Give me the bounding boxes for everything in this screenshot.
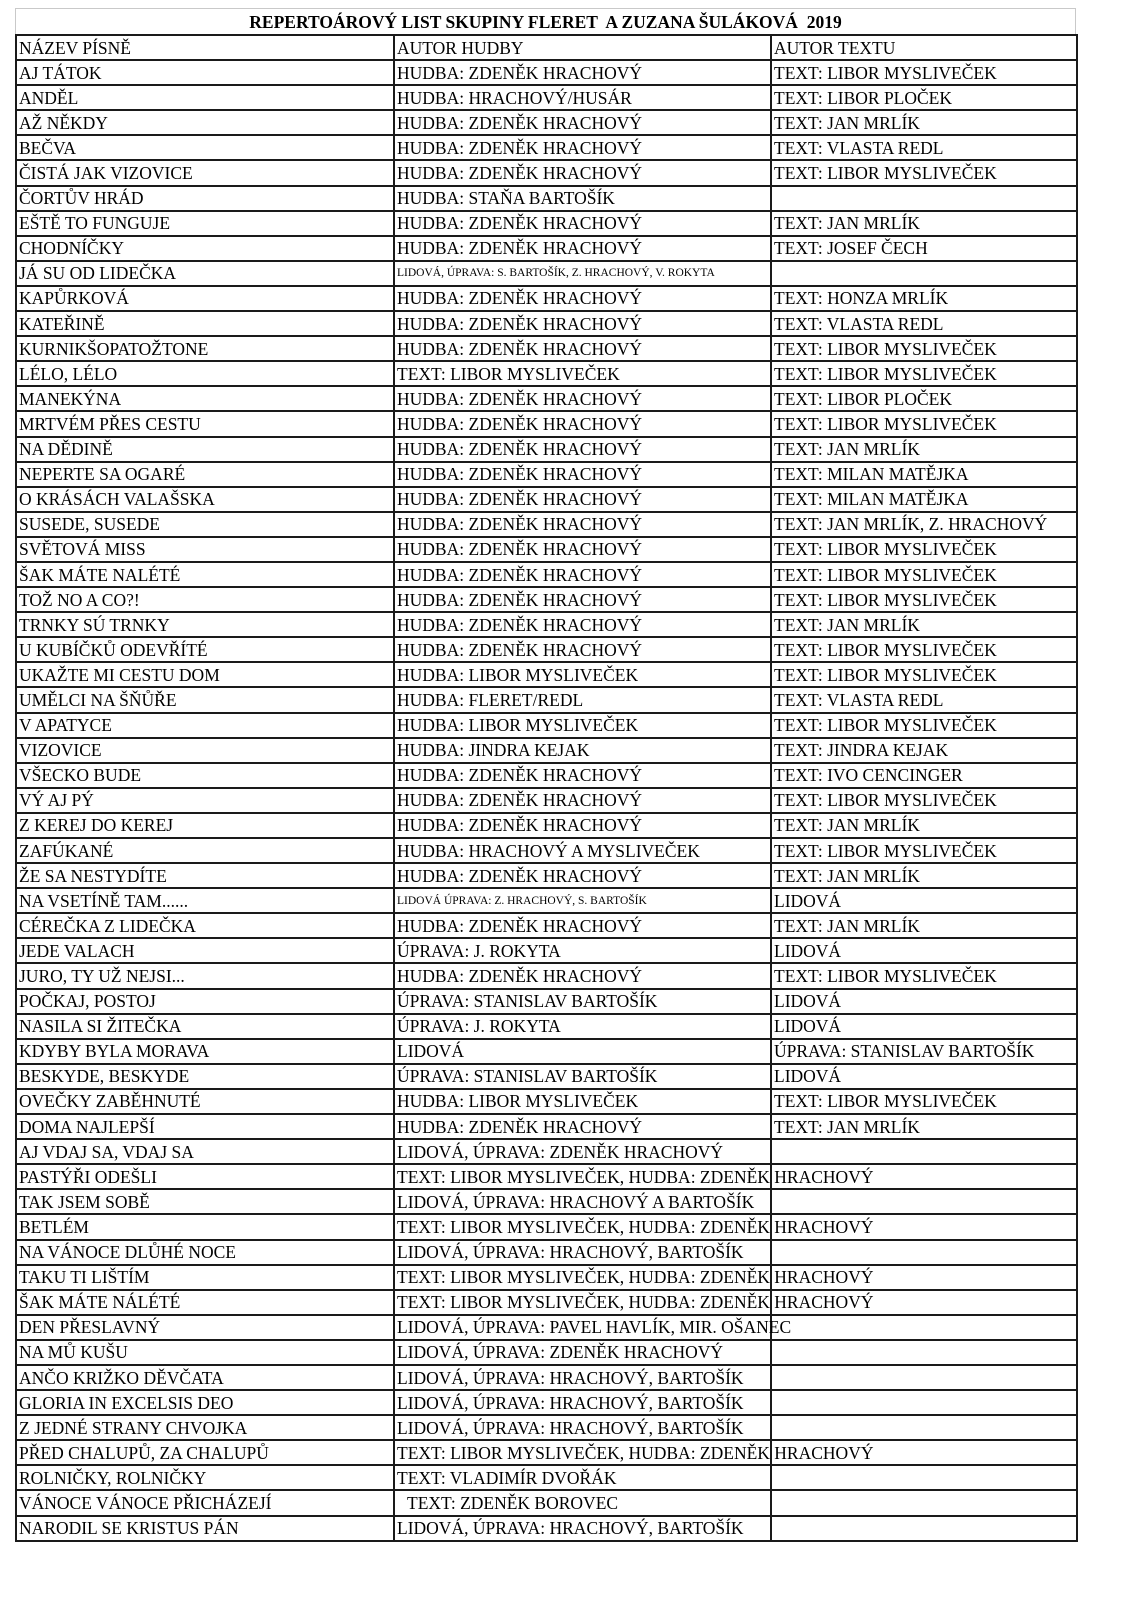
music-author-text: HUDBA: ZDENĚK HRACHOVÝ — [397, 966, 642, 987]
music-author-text: LIDOVÁ ÚPRAVA: Z. HRACHOVÝ, S. BARTOŠÍK — [397, 894, 647, 907]
music-author-text: LIDOVÁ, ÚPRAVA: HRACHOVÝ A BARTOŠÍK — [397, 1191, 755, 1212]
lyrics-author-cell: LIDOVÁ — [771, 1064, 1077, 1089]
table-row — [16, 437, 1077, 462]
music-author-text: LIDOVÁ, ÚPRAVA: S. BARTOŠÍK, Z. HRACHOVÝ, V. ROKYTA — [397, 267, 715, 280]
music-author-text: HUDBA: ZDENĚK HRACHOVÝ — [397, 288, 642, 309]
music-author-cell — [394, 1390, 771, 1415]
music-author-text: HUDBA: ZDENĚK HRACHOVÝ — [397, 514, 642, 535]
lyrics-author-cell: TEXT: LIBOR MYSLIVEČEK — [771, 1089, 1077, 1114]
music-author-cell — [394, 1415, 771, 1440]
table-row — [16, 1290, 1077, 1315]
song-title-cell: JURO, TY UŽ NEJSI... — [16, 963, 394, 988]
lyrics-author-cell: TEXT: MILAN MATĚJKA — [771, 462, 1077, 487]
lyrics-author-cell: TEXT: LIBOR MYSLIVEČEK — [771, 160, 1077, 185]
song-title-cell: V APATYCE — [16, 713, 394, 738]
song-title-cell: VŠECKO BUDE — [16, 763, 394, 788]
music-author-cell — [394, 487, 771, 512]
song-title-cell: KURNIKŠOPATOŽTONE — [16, 336, 394, 361]
table-row — [16, 587, 1077, 612]
song-title-cell: JÁ SU OD LIDEČKA — [16, 261, 394, 286]
song-title-cell: O KRÁSÁCH VALAŠSKA — [16, 487, 394, 512]
music-author-text: HUDBA: ZDENĚK HRACHOVÝ — [397, 464, 642, 485]
music-author-cell — [394, 838, 771, 863]
song-title-cell: CÉREČKA Z LIDEČKA — [16, 913, 394, 938]
song-title-cell: BEČVA — [16, 135, 394, 160]
music-author-cell — [394, 687, 771, 712]
music-author-cell — [394, 1014, 771, 1039]
song-title-cell: BETLÉM — [16, 1214, 394, 1239]
music-author-cell — [394, 738, 771, 763]
song-title-cell: KDYBY BYLA MORAVA — [16, 1039, 394, 1064]
table-row — [16, 1039, 1077, 1064]
music-author-cell — [394, 1214, 874, 1239]
lyrics-author-cell — [771, 1490, 1077, 1515]
lyrics-author-cell: TEXT: VLASTA REDL — [771, 687, 1077, 712]
table-row — [16, 963, 1077, 988]
song-title-cell: AJ VDAJ SA, VDAJ SA — [16, 1139, 394, 1164]
lyrics-author-cell — [771, 1516, 1077, 1541]
song-title-cell: TOŽ NO A CO?! — [16, 587, 394, 612]
song-title-cell: CHODNÍČKY — [16, 236, 394, 261]
music-author-text: HUDBA: ZDENĚK HRACHOVÝ — [397, 439, 642, 460]
table-row — [16, 386, 1077, 411]
table-row — [16, 1265, 1077, 1290]
table-row — [16, 1440, 1077, 1465]
song-title-cell: ANDĚL — [16, 85, 394, 110]
table-row — [16, 211, 1077, 236]
lyrics-author-cell: TEXT: JOSEF ČECH — [771, 236, 1077, 261]
table-row — [16, 713, 1077, 738]
music-author-cell — [394, 1315, 792, 1340]
lyrics-author-cell: TEXT: LIBOR MYSLIVEČEK — [771, 838, 1077, 863]
music-author-cell — [394, 462, 771, 487]
music-author-text: LIDOVÁ, ÚPRAVA: HRACHOVÝ, BARTOŠÍK — [397, 1518, 744, 1539]
music-author-cell — [394, 160, 771, 185]
table-row — [16, 160, 1077, 185]
music-author-cell — [394, 1164, 874, 1189]
table-row — [16, 512, 1077, 537]
song-title-cell: VÝ AJ PÝ — [16, 788, 394, 813]
song-title-cell: SVĚTOVÁ MISS — [16, 537, 394, 562]
table-row — [16, 1089, 1077, 1114]
music-author-cell — [394, 186, 771, 211]
table-row — [16, 1315, 1077, 1340]
lyrics-author-cell — [771, 1390, 1077, 1415]
song-title-cell: NA MŮ KUŠU — [16, 1340, 394, 1365]
music-author-text: HUDBA: ZDENĚK HRACHOVÝ — [397, 815, 642, 836]
music-author-cell — [394, 1240, 771, 1265]
song-title-cell: ANČO KRIŽKO DĚVČATA — [16, 1365, 394, 1390]
music-author-cell — [394, 938, 771, 963]
lyrics-author-cell: TEXT: LIBOR MYSLIVEČEK — [771, 587, 1077, 612]
table-row — [16, 537, 1077, 562]
music-author-cell — [394, 1089, 771, 1114]
song-title-cell: VIZOVICE — [16, 738, 394, 763]
song-title-cell: GLORIA IN EXCELSIS DEO — [16, 1390, 394, 1415]
music-author-text: HUDBA: ZDENĚK HRACHOVÝ — [397, 213, 642, 234]
lyrics-author-cell — [771, 1340, 1077, 1365]
music-author-text: HUDBA: LIBOR MYSLIVEČEK — [397, 715, 639, 736]
music-author-text: HUDBA: ZDENĚK HRACHOVÝ — [397, 1116, 642, 1137]
music-author-text: HUDBA: ZDENĚK HRACHOVÝ — [397, 388, 642, 409]
music-author-text: TEXT: LIBOR MYSLIVEČEK, HUDBA: ZDENĚK HRACHOVÝ — [397, 1216, 874, 1237]
song-title-cell: NASILA SI ŽITEČKA — [16, 1014, 394, 1039]
music-author-text: LIDOVÁ, ÚPRAVA: ZDENĚK HRACHOVÝ — [397, 1141, 724, 1162]
lyrics-author-cell: TEXT: LIBOR MYSLIVEČEK — [771, 713, 1077, 738]
music-author-cell — [394, 512, 771, 537]
table-row — [16, 336, 1077, 361]
music-author-cell — [394, 1465, 771, 1490]
song-title-cell: U KUBÍČKŮ ODEVŘÍTÉ — [16, 637, 394, 662]
table-row — [16, 1415, 1077, 1440]
music-author-cell — [394, 1189, 771, 1214]
lyrics-author-cell: TEXT: LIBOR MYSLIVEČEK — [771, 662, 1077, 687]
song-title-cell: OVEČKY ZABĚHNUTÉ — [16, 1089, 394, 1114]
lyrics-author-cell: TEXT: LIBOR MYSLIVEČEK — [771, 336, 1077, 361]
music-author-text: TEXT: LIBOR MYSLIVEČEK, HUDBA: ZDENĚK HRACHOVÝ — [397, 1267, 874, 1288]
table-row — [16, 888, 1077, 913]
music-author-text: HUDBA: ZDENĚK HRACHOVÝ — [397, 112, 642, 133]
music-author-cell — [394, 913, 771, 938]
lyrics-author-cell: TEXT: JAN MRLÍK — [771, 612, 1077, 637]
table-row — [16, 462, 1077, 487]
music-author-text: ÚPRAVA: STANISLAV BARTOŠÍK — [397, 991, 658, 1012]
table-row — [16, 687, 1077, 712]
music-author-cell — [394, 1340, 771, 1365]
music-author-text: LIDOVÁ, ÚPRAVA: HRACHOVÝ, BARTOŠÍK — [397, 1417, 744, 1438]
song-title-cell: ŠAK MÁTE NÁLÉTÉ — [16, 1290, 394, 1315]
lyrics-author-cell: LIDOVÁ — [771, 888, 1077, 913]
lyrics-author-cell: TEXT: JAN MRLÍK — [771, 863, 1077, 888]
table-row — [16, 838, 1077, 863]
song-title-cell: EŠTĚ TO FUNGUJE — [16, 211, 394, 236]
header-music-author: AUTOR HUDBY — [394, 35, 771, 60]
table-row — [16, 60, 1077, 85]
table-header-row — [16, 35, 1077, 60]
song-title-cell: PASTÝŘI ODEŠLI — [16, 1164, 394, 1189]
lyrics-author-cell: TEXT: JAN MRLÍK — [771, 913, 1077, 938]
music-author-cell — [394, 637, 771, 662]
table-row — [16, 110, 1077, 135]
music-author-cell — [394, 1139, 771, 1164]
music-author-text: HUDBA: HRACHOVÝ/HUSÁR — [397, 87, 632, 108]
table-row — [16, 763, 1077, 788]
music-author-text: HUDBA: FLERET/REDL — [397, 689, 584, 710]
music-author-text: HUDBA: JINDRA KEJAK — [397, 740, 590, 761]
lyrics-author-cell: TEXT: VLASTA REDL — [771, 311, 1077, 336]
lyrics-author-cell: TEXT: JAN MRLÍK — [771, 813, 1077, 838]
song-title-cell: ŠAK MÁTE NALÉTÉ — [16, 562, 394, 587]
music-author-cell — [394, 1039, 771, 1064]
document-title: REPERTOÁROVÝ LIST SKUPINY FLERET A ZUZANA ŠULÁKOVÁ 2019 — [15, 8, 1076, 34]
music-author-cell — [394, 85, 771, 110]
song-title-cell: TAK JSEM SOBĚ — [16, 1189, 394, 1214]
music-author-text: ÚPRAVA: J. ROKYTA — [397, 1016, 561, 1037]
music-author-cell — [394, 562, 771, 587]
table-row — [16, 135, 1077, 160]
lyrics-author-cell: TEXT: JAN MRLÍK — [771, 437, 1077, 462]
table-row — [16, 236, 1077, 261]
music-author-text: HUDBA: ZDENĚK HRACHOVÝ — [397, 915, 642, 936]
table-row — [16, 487, 1077, 512]
table-row — [16, 738, 1077, 763]
lyrics-author-cell: TEXT: JAN MRLÍK — [771, 1114, 1077, 1139]
music-author-text: HUDBA: ZDENĚK HRACHOVÝ — [397, 163, 642, 184]
lyrics-author-cell — [771, 261, 1077, 286]
lyrics-author-cell — [771, 1139, 1077, 1164]
music-author-cell — [394, 1265, 874, 1290]
song-title-cell: UKAŽTE MI CESTU DOM — [16, 662, 394, 687]
lyrics-author-cell: LIDOVÁ — [771, 1014, 1077, 1039]
music-author-cell — [394, 135, 771, 160]
music-author-text: HUDBA: HRACHOVÝ A MYSLIVEČEK — [397, 840, 700, 861]
lyrics-author-cell: LIDOVÁ — [771, 989, 1077, 1014]
music-author-cell — [394, 763, 771, 788]
lyrics-author-cell: TEXT: JINDRA KEJAK — [771, 738, 1077, 763]
table-row — [16, 1365, 1077, 1390]
table-row — [16, 361, 1077, 386]
music-author-cell — [394, 863, 771, 888]
table-row — [16, 813, 1077, 838]
lyrics-author-cell: LIDOVÁ — [771, 938, 1077, 963]
music-author-text: ÚPRAVA: J. ROKYTA — [397, 940, 561, 961]
music-author-text: HUDBA: ZDENĚK HRACHOVÝ — [397, 238, 642, 259]
repertoire-table — [15, 34, 1078, 1542]
music-author-text: LIDOVÁ, ÚPRAVA: ZDENĚK HRACHOVÝ — [397, 1342, 724, 1363]
music-author-text: HUDBA: ZDENĚK HRACHOVÝ — [397, 639, 642, 660]
music-author-cell — [394, 311, 771, 336]
music-author-text: HUDBA: ZDENĚK HRACHOVÝ — [397, 313, 642, 334]
table-row — [16, 311, 1077, 336]
song-title-cell: ČORTŮV HRÁD — [16, 186, 394, 211]
table-row — [16, 85, 1077, 110]
table-row — [16, 286, 1077, 311]
music-author-cell — [394, 989, 771, 1014]
music-author-cell — [394, 60, 771, 85]
song-title-cell: Z KEREJ DO KEREJ — [16, 813, 394, 838]
lyrics-author-cell: TEXT: JAN MRLÍK, Z. HRACHOVÝ — [771, 512, 1077, 537]
music-author-cell — [394, 286, 771, 311]
song-title-cell: ŽE SA NESTYDÍTE — [16, 863, 394, 888]
music-author-cell — [394, 1290, 874, 1315]
music-author-text: HUDBA: ZDENĚK HRACHOVÝ — [397, 489, 642, 510]
music-author-text: HUDBA: ZDENĚK HRACHOVÝ — [397, 614, 642, 635]
music-author-text: HUDBA: ZDENĚK HRACHOVÝ — [397, 564, 642, 585]
music-author-cell — [394, 587, 771, 612]
lyrics-author-cell: TEXT: JAN MRLÍK — [771, 110, 1077, 135]
table-row — [16, 989, 1077, 1014]
music-author-cell — [394, 1114, 771, 1139]
music-author-cell — [394, 110, 771, 135]
music-author-text: HUDBA: ZDENĚK HRACHOVÝ — [397, 865, 642, 886]
music-author-cell — [394, 888, 771, 913]
table-row — [16, 1164, 1077, 1189]
song-title-cell: MANEKÝNA — [16, 386, 394, 411]
music-author-cell — [394, 813, 771, 838]
table-row — [16, 1516, 1077, 1541]
music-author-cell — [394, 361, 771, 386]
song-title-cell: NARODIL SE KRISTUS PÁN — [16, 1516, 394, 1541]
table-row — [16, 1340, 1077, 1365]
song-title-cell: JEDE VALACH — [16, 938, 394, 963]
lyrics-author-cell: ÚPRAVA: STANISLAV BARTOŠÍK — [771, 1039, 1077, 1064]
table-row — [16, 1114, 1077, 1139]
lyrics-author-cell — [771, 1315, 1077, 1340]
music-author-text: HUDBA: ZDENĚK HRACHOVÝ — [397, 589, 642, 610]
song-title-cell: UMĚLCI NA ŠŇŮŘE — [16, 687, 394, 712]
song-title-cell: KATEŘINĚ — [16, 311, 394, 336]
music-author-text: HUDBA: ZDENĚK HRACHOVÝ — [397, 62, 642, 83]
music-author-text: HUDBA: ZDENĚK HRACHOVÝ — [397, 790, 642, 811]
lyrics-author-cell: TEXT: VLASTA REDL — [771, 135, 1077, 160]
music-author-text: LIDOVÁ, ÚPRAVA: PAVEL HAVLÍK, MIR. OŠANEC — [397, 1317, 792, 1338]
table-row — [16, 913, 1077, 938]
music-author-text: HUDBA: STAŇA BARTOŠÍK — [397, 188, 615, 209]
lyrics-author-cell: TEXT: MILAN MATĚJKA — [771, 487, 1077, 512]
table-row — [16, 1465, 1077, 1490]
table-row — [16, 1189, 1077, 1214]
song-title-cell: NA VÁNOCE DLŮHÉ NOCE — [16, 1240, 394, 1265]
song-title-cell: NA DĚDINĚ — [16, 437, 394, 462]
song-title-cell: Z JEDNÉ STRANY CHVOJKA — [16, 1415, 394, 1440]
table-row — [16, 1214, 1077, 1239]
song-title-cell: DOMA NAJLEPŠÍ — [16, 1114, 394, 1139]
header-song-title: NÁZEV PÍSNĚ — [16, 35, 394, 60]
music-author-cell — [394, 236, 771, 261]
music-author-cell — [394, 963, 771, 988]
song-title-cell: KAPŮRKOVÁ — [16, 286, 394, 311]
lyrics-author-cell — [771, 186, 1077, 211]
repertoire-sheet — [15, 8, 1076, 1542]
song-title-cell: AŽ NĚKDY — [16, 110, 394, 135]
table-row — [16, 662, 1077, 687]
lyrics-author-cell: TEXT: JAN MRLÍK — [771, 211, 1077, 236]
music-author-text: HUDBA: ZDENĚK HRACHOVÝ — [397, 137, 642, 158]
music-author-text: LIDOVÁ, ÚPRAVA: HRACHOVÝ, BARTOŠÍK — [397, 1392, 744, 1413]
table-row — [16, 1139, 1077, 1164]
music-author-text: HUDBA: LIBOR MYSLIVEČEK — [397, 1091, 639, 1112]
music-author-cell — [394, 612, 771, 637]
song-title-cell: ČISTÁ JAK VIZOVICE — [16, 160, 394, 185]
table-row — [16, 1064, 1077, 1089]
music-author-cell — [394, 1490, 771, 1515]
music-author-cell — [394, 1064, 771, 1089]
music-author-text: TEXT: LIBOR MYSLIVEČEK, HUDBA: ZDENĚK HRACHOVÝ — [397, 1442, 874, 1463]
music-author-cell — [394, 386, 771, 411]
music-author-cell — [394, 537, 771, 562]
table-row — [16, 411, 1077, 436]
music-author-text: TEXT: ZDENĚK BOROVEC — [407, 1492, 619, 1513]
music-author-cell — [394, 336, 771, 361]
lyrics-author-cell: TEXT: LIBOR MYSLIVEČEK — [771, 963, 1077, 988]
lyrics-author-cell — [771, 1415, 1077, 1440]
lyrics-author-cell: TEXT: LIBOR PLOČEK — [771, 386, 1077, 411]
song-title-cell: NA VSETÍNĚ TAM...... — [16, 888, 394, 913]
music-author-text: LIDOVÁ — [397, 1041, 465, 1062]
music-author-text: HUDBA: ZDENĚK HRACHOVÝ — [397, 539, 642, 560]
lyrics-author-cell — [771, 1365, 1077, 1390]
song-title-cell: DEN PŘESLAVNÝ — [16, 1315, 394, 1340]
table-row — [16, 1014, 1077, 1039]
music-author-cell — [394, 261, 771, 286]
table-row — [16, 562, 1077, 587]
lyrics-author-cell: TEXT: IVO CENCINGER — [771, 763, 1077, 788]
song-title-cell: ROLNIČKY, ROLNIČKY — [16, 1465, 394, 1490]
music-author-text: ÚPRAVA: STANISLAV BARTOŠÍK — [397, 1066, 658, 1087]
table-body — [16, 35, 1077, 1541]
song-title-cell: MRTVÉM PŘES CESTU — [16, 411, 394, 436]
lyrics-author-cell: TEXT: LIBOR MYSLIVEČEK — [771, 562, 1077, 587]
song-title-cell: NEPERTE SA OGARÉ — [16, 462, 394, 487]
song-title-cell: SUSEDE, SUSEDE — [16, 512, 394, 537]
music-author-text: LIDOVÁ, ÚPRAVA: HRACHOVÝ, BARTOŠÍK — [397, 1242, 744, 1263]
lyrics-author-cell: TEXT: LIBOR MYSLIVEČEK — [771, 361, 1077, 386]
table-row — [16, 863, 1077, 888]
lyrics-author-cell — [771, 1240, 1077, 1265]
music-author-text: HUDBA: ZDENĚK HRACHOVÝ — [397, 338, 642, 359]
music-author-text: TEXT: LIBOR MYSLIVEČEK, HUDBA: ZDENĚK HRACHOVÝ — [397, 1292, 874, 1313]
table-row — [16, 1490, 1077, 1515]
music-author-text: TEXT: VLADIMÍR DVOŘÁK — [397, 1467, 617, 1488]
song-title-cell: POČKAJ, POSTOJ — [16, 989, 394, 1014]
music-author-text: HUDBA: ZDENĚK HRACHOVÝ — [397, 413, 642, 434]
table-row — [16, 612, 1077, 637]
lyrics-author-cell: TEXT: LIBOR MYSLIVEČEK — [771, 60, 1077, 85]
song-title-cell: LÉLO, LÉLO — [16, 361, 394, 386]
lyrics-author-cell — [771, 1189, 1077, 1214]
lyrics-author-cell: TEXT: LIBOR MYSLIVEČEK — [771, 411, 1077, 436]
lyrics-author-cell: TEXT: LIBOR MYSLIVEČEK — [771, 537, 1077, 562]
music-author-cell — [394, 1365, 771, 1390]
music-author-text: TEXT: LIBOR MYSLIVEČEK, HUDBA: ZDENĚK HRACHOVÝ — [397, 1166, 874, 1187]
song-title-cell: BESKYDE, BESKYDE — [16, 1064, 394, 1089]
table-row — [16, 261, 1077, 286]
lyrics-author-cell — [771, 1465, 1077, 1490]
table-row — [16, 186, 1077, 211]
music-author-cell — [394, 211, 771, 236]
header-lyrics-author: AUTOR TEXTU — [771, 35, 1077, 60]
song-title-cell: TAKU TI LIŠTÍM — [16, 1265, 394, 1290]
table-row — [16, 788, 1077, 813]
song-title-cell: PŘED CHALUPŮ, ZA CHALUPŮ — [16, 1440, 394, 1465]
music-author-text: HUDBA: ZDENĚK HRACHOVÝ — [397, 765, 642, 786]
table-row — [16, 637, 1077, 662]
song-title-cell: ZAFÚKANÉ — [16, 838, 394, 863]
table-row — [16, 938, 1077, 963]
song-title-cell: AJ TÁTOK — [16, 60, 394, 85]
table-row — [16, 1240, 1077, 1265]
music-author-text: LIDOVÁ, ÚPRAVA: HRACHOVÝ, BARTOŠÍK — [397, 1367, 744, 1388]
song-title-cell: TRNKY SÚ TRNKY — [16, 612, 394, 637]
music-author-cell — [394, 437, 771, 462]
table-row — [16, 1390, 1077, 1415]
lyrics-author-cell: TEXT: LIBOR MYSLIVEČEK — [771, 788, 1077, 813]
music-author-cell — [394, 662, 771, 687]
music-author-cell — [394, 411, 771, 436]
music-author-text: HUDBA: LIBOR MYSLIVEČEK — [397, 664, 639, 685]
lyrics-author-cell: TEXT: HONZA MRLÍK — [771, 286, 1077, 311]
music-author-text: TEXT: LIBOR MYSLIVEČEK — [397, 363, 620, 384]
music-author-cell — [394, 1440, 874, 1465]
music-author-cell — [394, 788, 771, 813]
lyrics-author-cell: TEXT: LIBOR MYSLIVEČEK — [771, 637, 1077, 662]
music-author-cell — [394, 713, 771, 738]
song-title-cell: VÁNOCE VÁNOCE PŘICHÁZEJÍ — [16, 1490, 394, 1515]
music-author-cell — [394, 1516, 771, 1541]
lyrics-author-cell: TEXT: LIBOR PLOČEK — [771, 85, 1077, 110]
